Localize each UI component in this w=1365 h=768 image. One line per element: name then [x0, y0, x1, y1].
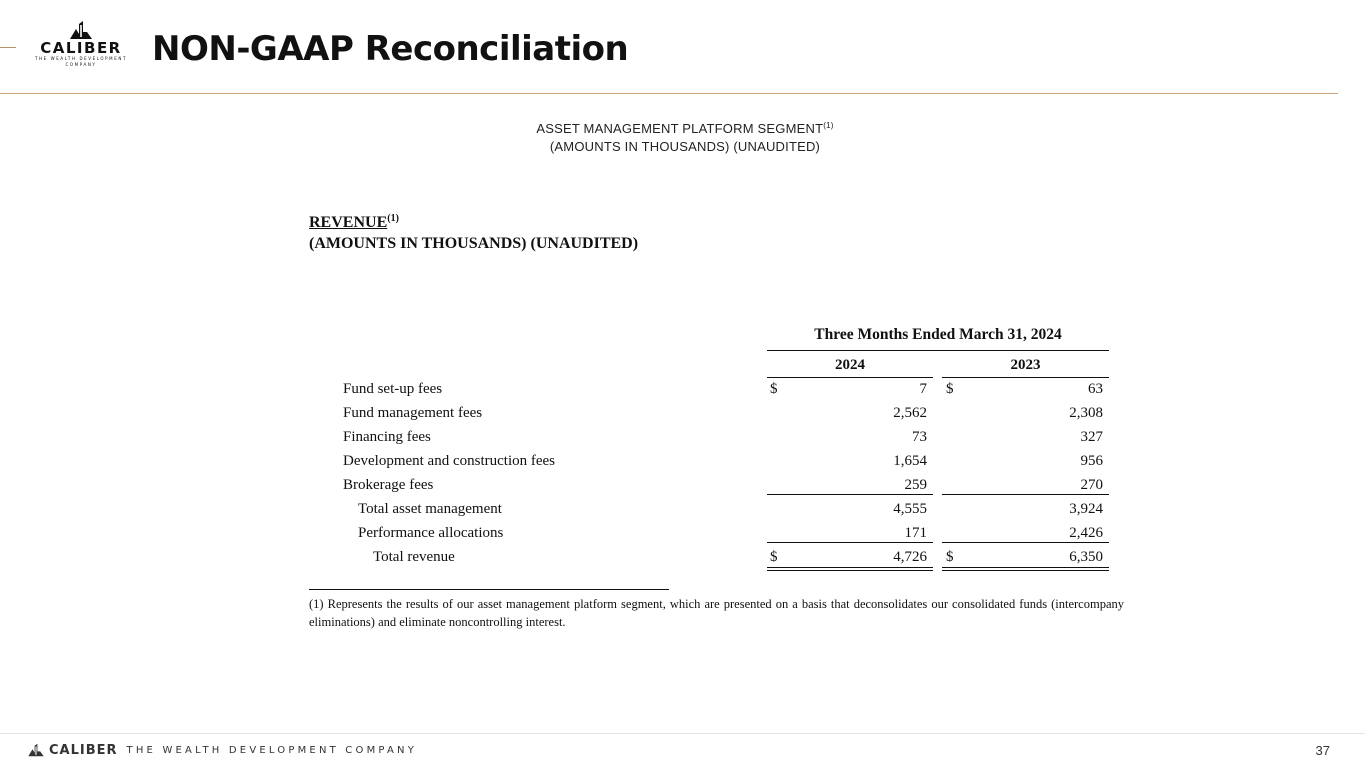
row-label: Total revenue: [373, 549, 455, 565]
footnote-separator: [309, 589, 669, 590]
value-2023: 6,350: [1069, 549, 1103, 565]
segment-heading-line1: ASSET MANAGEMENT PLATFORM SEGMENT$^{(1)}$: [536, 121, 834, 136]
value-2024: 259: [904, 477, 927, 493]
footer-tagline: THE WEALTH DEVELOPMENT COMPANY: [126, 744, 418, 756]
double-underline: [767, 570, 933, 571]
row-label: Fund management fees: [343, 405, 483, 421]
value-2023: 270: [1080, 477, 1103, 493]
value-2023: 327: [1080, 429, 1103, 445]
table-row-subtotal: [300, 497, 1140, 521]
building-logo-icon: [68, 20, 94, 40]
building-logo-icon: [26, 743, 46, 757]
value-2024: 1,654: [893, 453, 927, 469]
value-2023: 2,308: [1069, 405, 1103, 421]
page-title: NON-GAAP Reconciliation: [152, 29, 629, 69]
footer-logo: [26, 742, 417, 758]
double-underline: [942, 570, 1109, 571]
double-underline: [942, 567, 1109, 568]
value-2024: 4,726: [893, 549, 927, 565]
header-accent-line: [0, 47, 16, 48]
statement-subtitle: (AMOUNTS IN THOUSANDS) (UNAUDITED): [309, 235, 639, 252]
value-2024: 171: [904, 525, 927, 541]
footer-divider: [0, 733, 1365, 734]
statement-title: REVENUE$^{(1)}$: [309, 213, 399, 231]
page-number: 37: [1315, 743, 1330, 758]
value-2023: 3,924: [1069, 501, 1103, 517]
currency-symbol: $: [946, 381, 954, 397]
row-label: Brokerage fees: [343, 477, 434, 493]
value-2023: 956: [1080, 453, 1103, 469]
currency-symbol: $: [770, 549, 778, 565]
currency-symbol: $: [770, 381, 778, 397]
row-label: Performance allocations: [358, 525, 504, 541]
double-underline: [767, 567, 933, 568]
footer-wordmark: CALIBER: [49, 742, 118, 758]
logo-tagline: THE WEALTH DEVELOPMENT: [34, 56, 127, 61]
value-2024: 7: [919, 381, 927, 397]
table-row: [300, 425, 1140, 449]
column-header-2023: 2023: [1010, 357, 1041, 373]
segment-heading-line2: (AMOUNTS IN THOUSANDS) (UNAUDITED): [549, 139, 821, 154]
row-label: Development and construction fees: [343, 453, 556, 469]
value-2024: 2,562: [893, 405, 927, 421]
segment-heading: [400, 117, 970, 156]
row-label: Financing fees: [343, 429, 431, 445]
revenue-statement: [300, 205, 1140, 635]
footnote: (1) Represents the results of our asset management platform segment, which are presented on a basis that deconsolidates our consolidated funds (intercompany eliminations) and eliminate noncontrolling interest.: [309, 597, 1124, 629]
total-rule: [942, 542, 1109, 543]
subtotal-rule: [942, 494, 1109, 495]
subtotal-rule: [767, 494, 933, 495]
value-2024: 73: [912, 429, 927, 445]
table-row: [300, 401, 1140, 425]
table-row: [300, 377, 1140, 401]
total-rule: [767, 542, 933, 543]
logo-tagline-company: COMPANY: [65, 62, 97, 67]
currency-symbol: $: [946, 549, 954, 565]
logo-wordmark: CALIBER: [40, 39, 122, 57]
header-divider: [0, 93, 1338, 94]
row-label: Total asset management: [358, 501, 502, 517]
period-header: Three Months Ended March 31, 2024: [814, 326, 1062, 343]
caliber-logo: [22, 20, 140, 72]
period-header-rule: [767, 350, 1109, 351]
column-header-2024: 2024: [835, 357, 865, 373]
value-2024: 4,555: [893, 501, 927, 517]
row-label: Fund set-up fees: [343, 381, 443, 397]
value-2023: 63: [1088, 381, 1103, 397]
value-2023: 2,426: [1069, 525, 1103, 541]
table-row: [300, 449, 1140, 473]
table-row-total: [300, 545, 1140, 569]
